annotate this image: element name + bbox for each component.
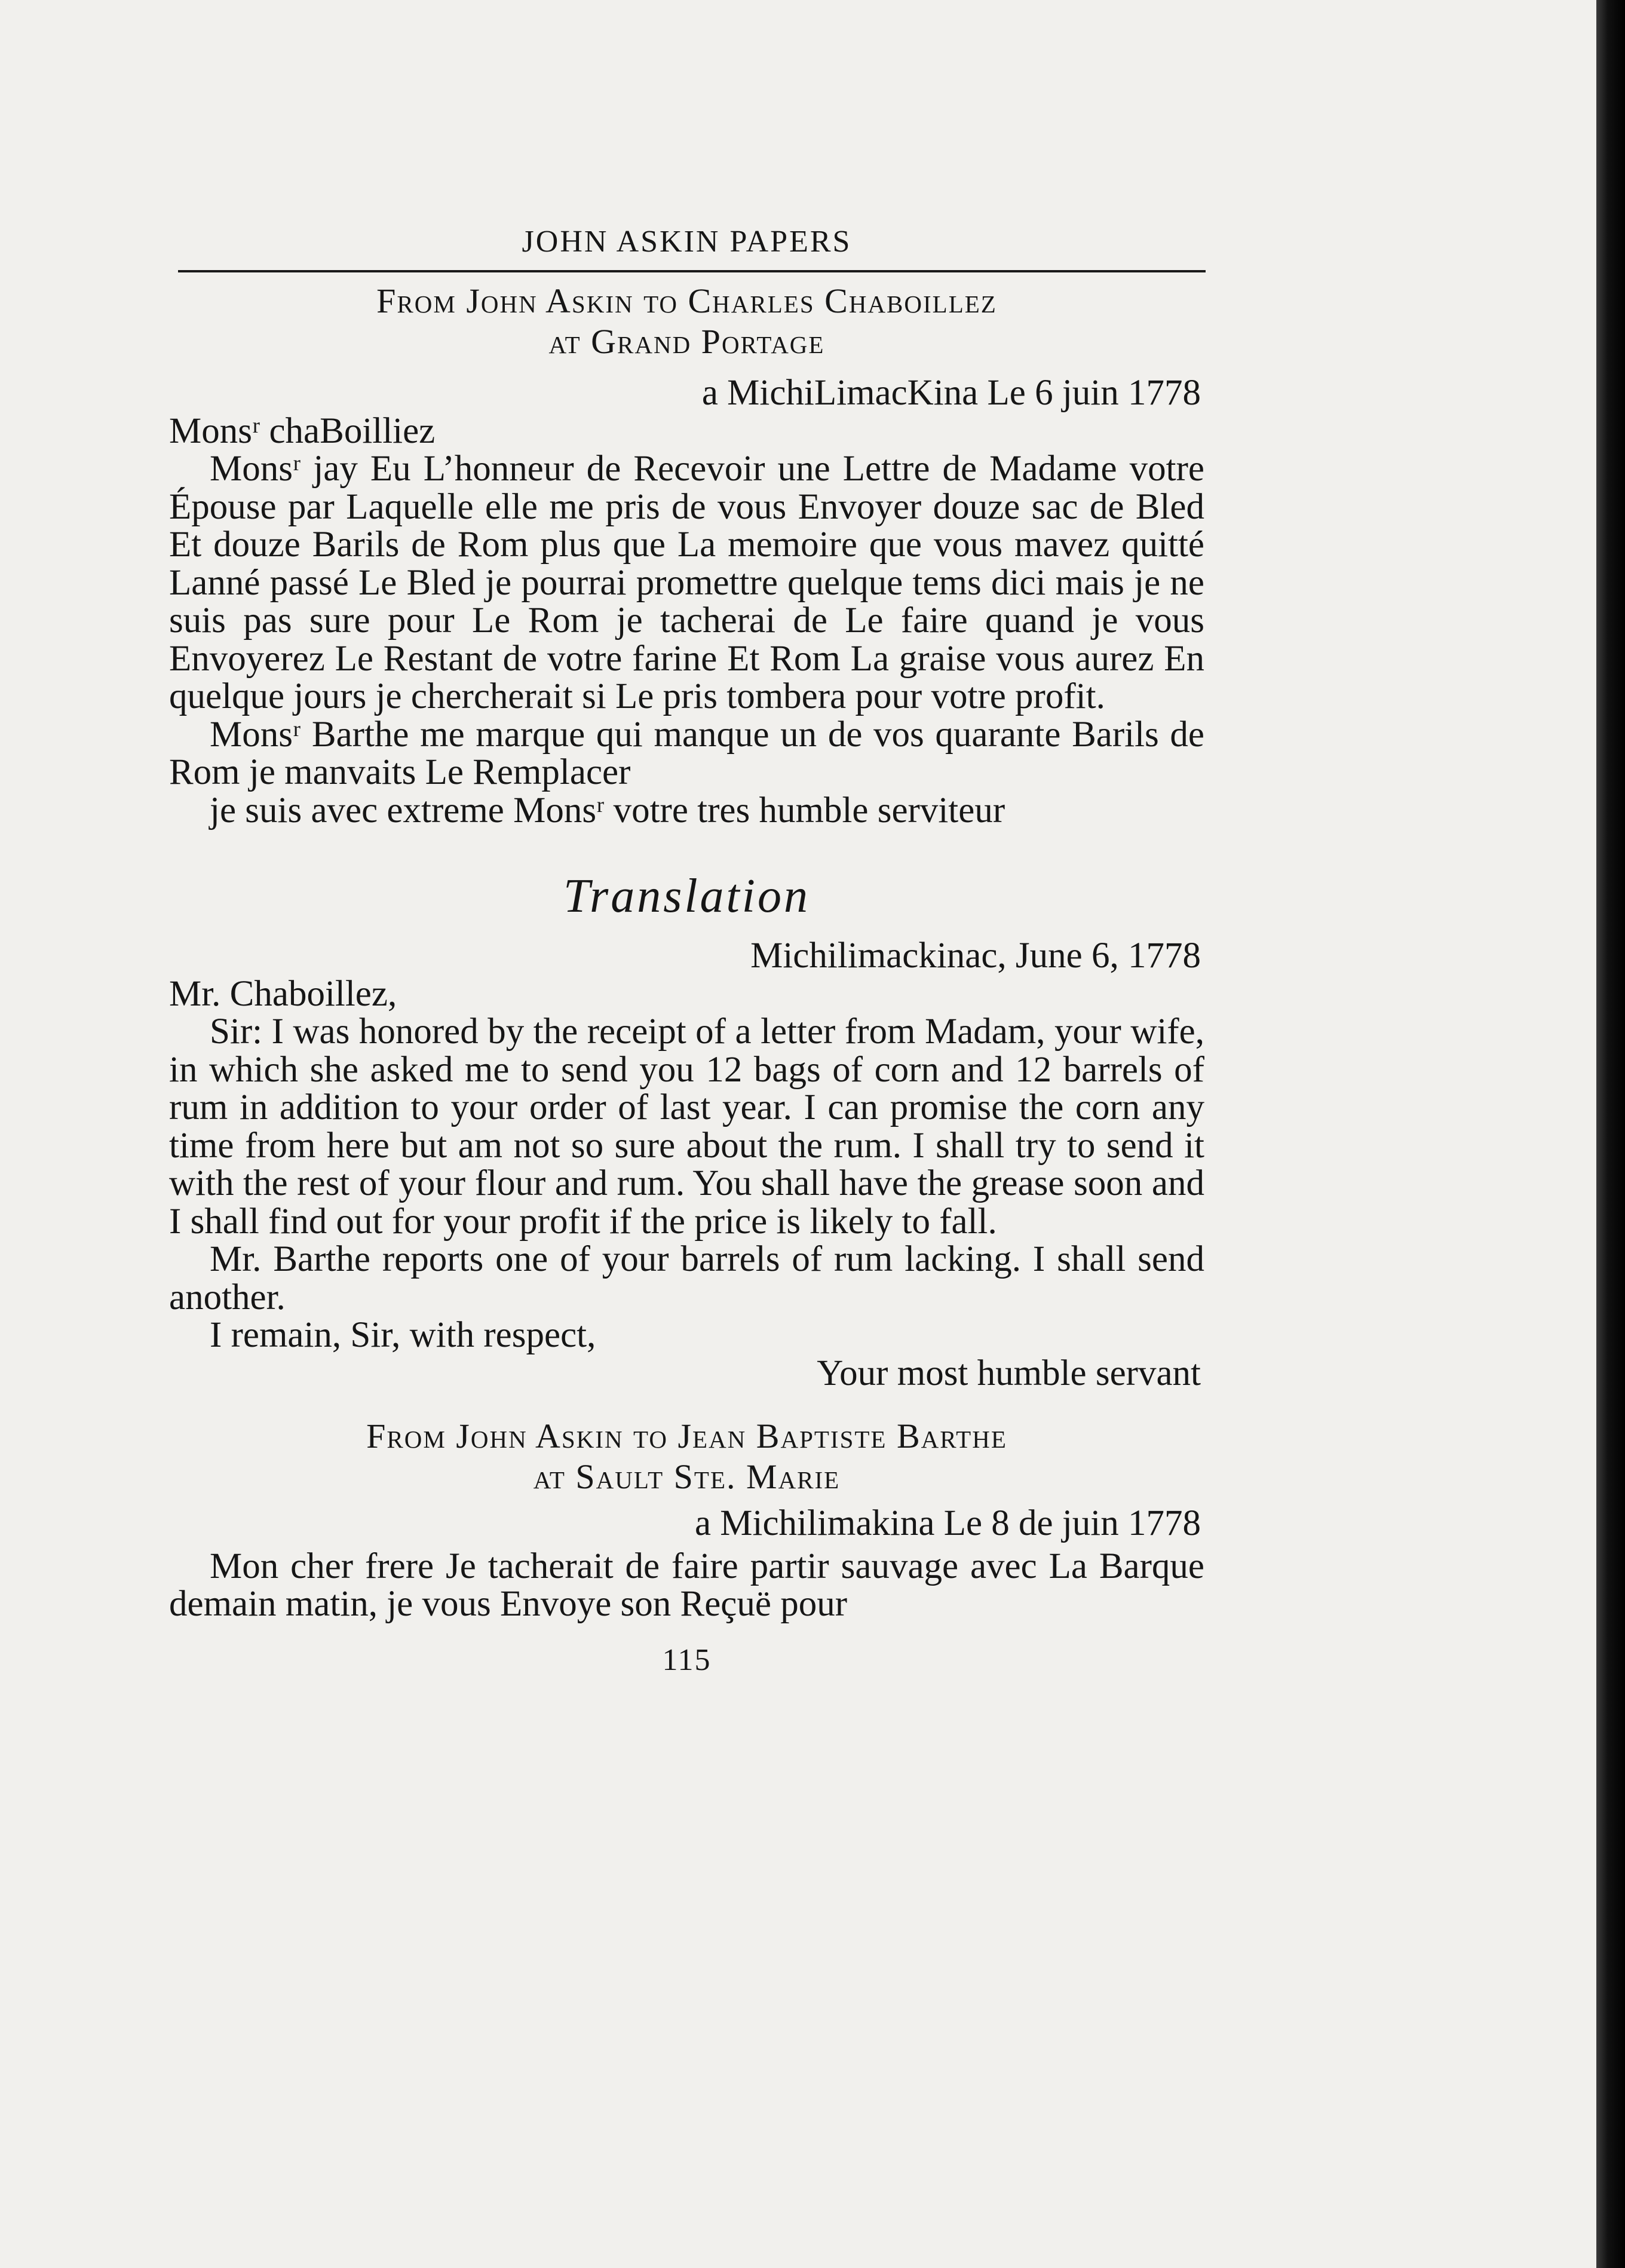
- letter1-paragraph-1: Monsʳ jay Eu L’honneur de Recevoir une Lettre de Madame votre Épouse par Laquelle elle me pris de vous Envoyer douze sac de Bled Et douze Barils de Rom plus que La memoire que vous mavez quitté Lanné passé Le Bled je pourrai promettre quelque tems dici mais je ne suis pas sure pour Le Rom je tacherai de Le faire quand je vous Envoyerez Le Restant de votre farine Et Rom La graise vous aurez En quelque jours je chercherait si Le pris tombera pour votre profit.: [169, 449, 1204, 716]
- letter2-paragraph: Mon cher frere Je tacherait de faire partir sauvage avec La Barque demain matin, je vous Envoye son Reçuë pour: [169, 1546, 1204, 1624]
- page-edge-shadow: [1596, 0, 1625, 2268]
- translation-closing: I remain, Sir, with respect,: [210, 1315, 596, 1355]
- header-rule: [178, 270, 1206, 272]
- translation-dateline: Michilimackinac, June 6, 1778: [750, 936, 1201, 976]
- page-text-block: [169, 221, 1204, 1679]
- letter2-dateline: a Michilimakina Le 8 de juin 1778: [694, 1503, 1201, 1543]
- letter2-heading-line2: at Sault Ste. Marie: [533, 1457, 841, 1496]
- letter1-heading-line2: at Grand Portage: [548, 322, 825, 361]
- letter1-closing: je suis avec extreme Monsʳ votre tres humble serviteur: [210, 790, 1005, 830]
- translation-paragraph-2: Mr. Barthe reports one of your barrels of rum lacking. I shall send another.: [169, 1239, 1204, 1317]
- translation-title: Translation: [563, 870, 811, 922]
- letter1-paragraph-2: Monsʳ Barthe me marque qui manque un de vos quarante Barils de Rom je manvaits Le Remplacer: [169, 714, 1204, 792]
- translation-signoff: Your most humble servant: [817, 1353, 1201, 1393]
- letter1-heading-line1: From John Askin to Charles Chaboillez: [376, 281, 997, 320]
- page-number: 115: [662, 1642, 712, 1677]
- letter1-dateline: a MichiLimacKina Le 6 juin 1778: [701, 373, 1201, 413]
- translation-paragraph-1: Sir: I was honored by the receipt of a letter from Madam, your wife, in which she asked me to send you 12 bags of corn and 12 barrels of rum in addition to your order of last year. I can promise the corn any time from here but am not so sure about the rum. I shall try to send it with the rest of your flour and rum. You shall have the grease soon and I shall find out for your profit if the price is likely to fall.: [169, 1012, 1204, 1242]
- translation-salutation: Mr. Chaboillez,: [169, 973, 397, 1014]
- letter2-heading-line1: From John Askin to Jean Baptiste Barthe: [366, 1417, 1007, 1455]
- letter1-salutation: Monsʳ chaBoilliez: [169, 410, 436, 451]
- running-head: JOHN ASKIN PAPERS: [522, 225, 852, 259]
